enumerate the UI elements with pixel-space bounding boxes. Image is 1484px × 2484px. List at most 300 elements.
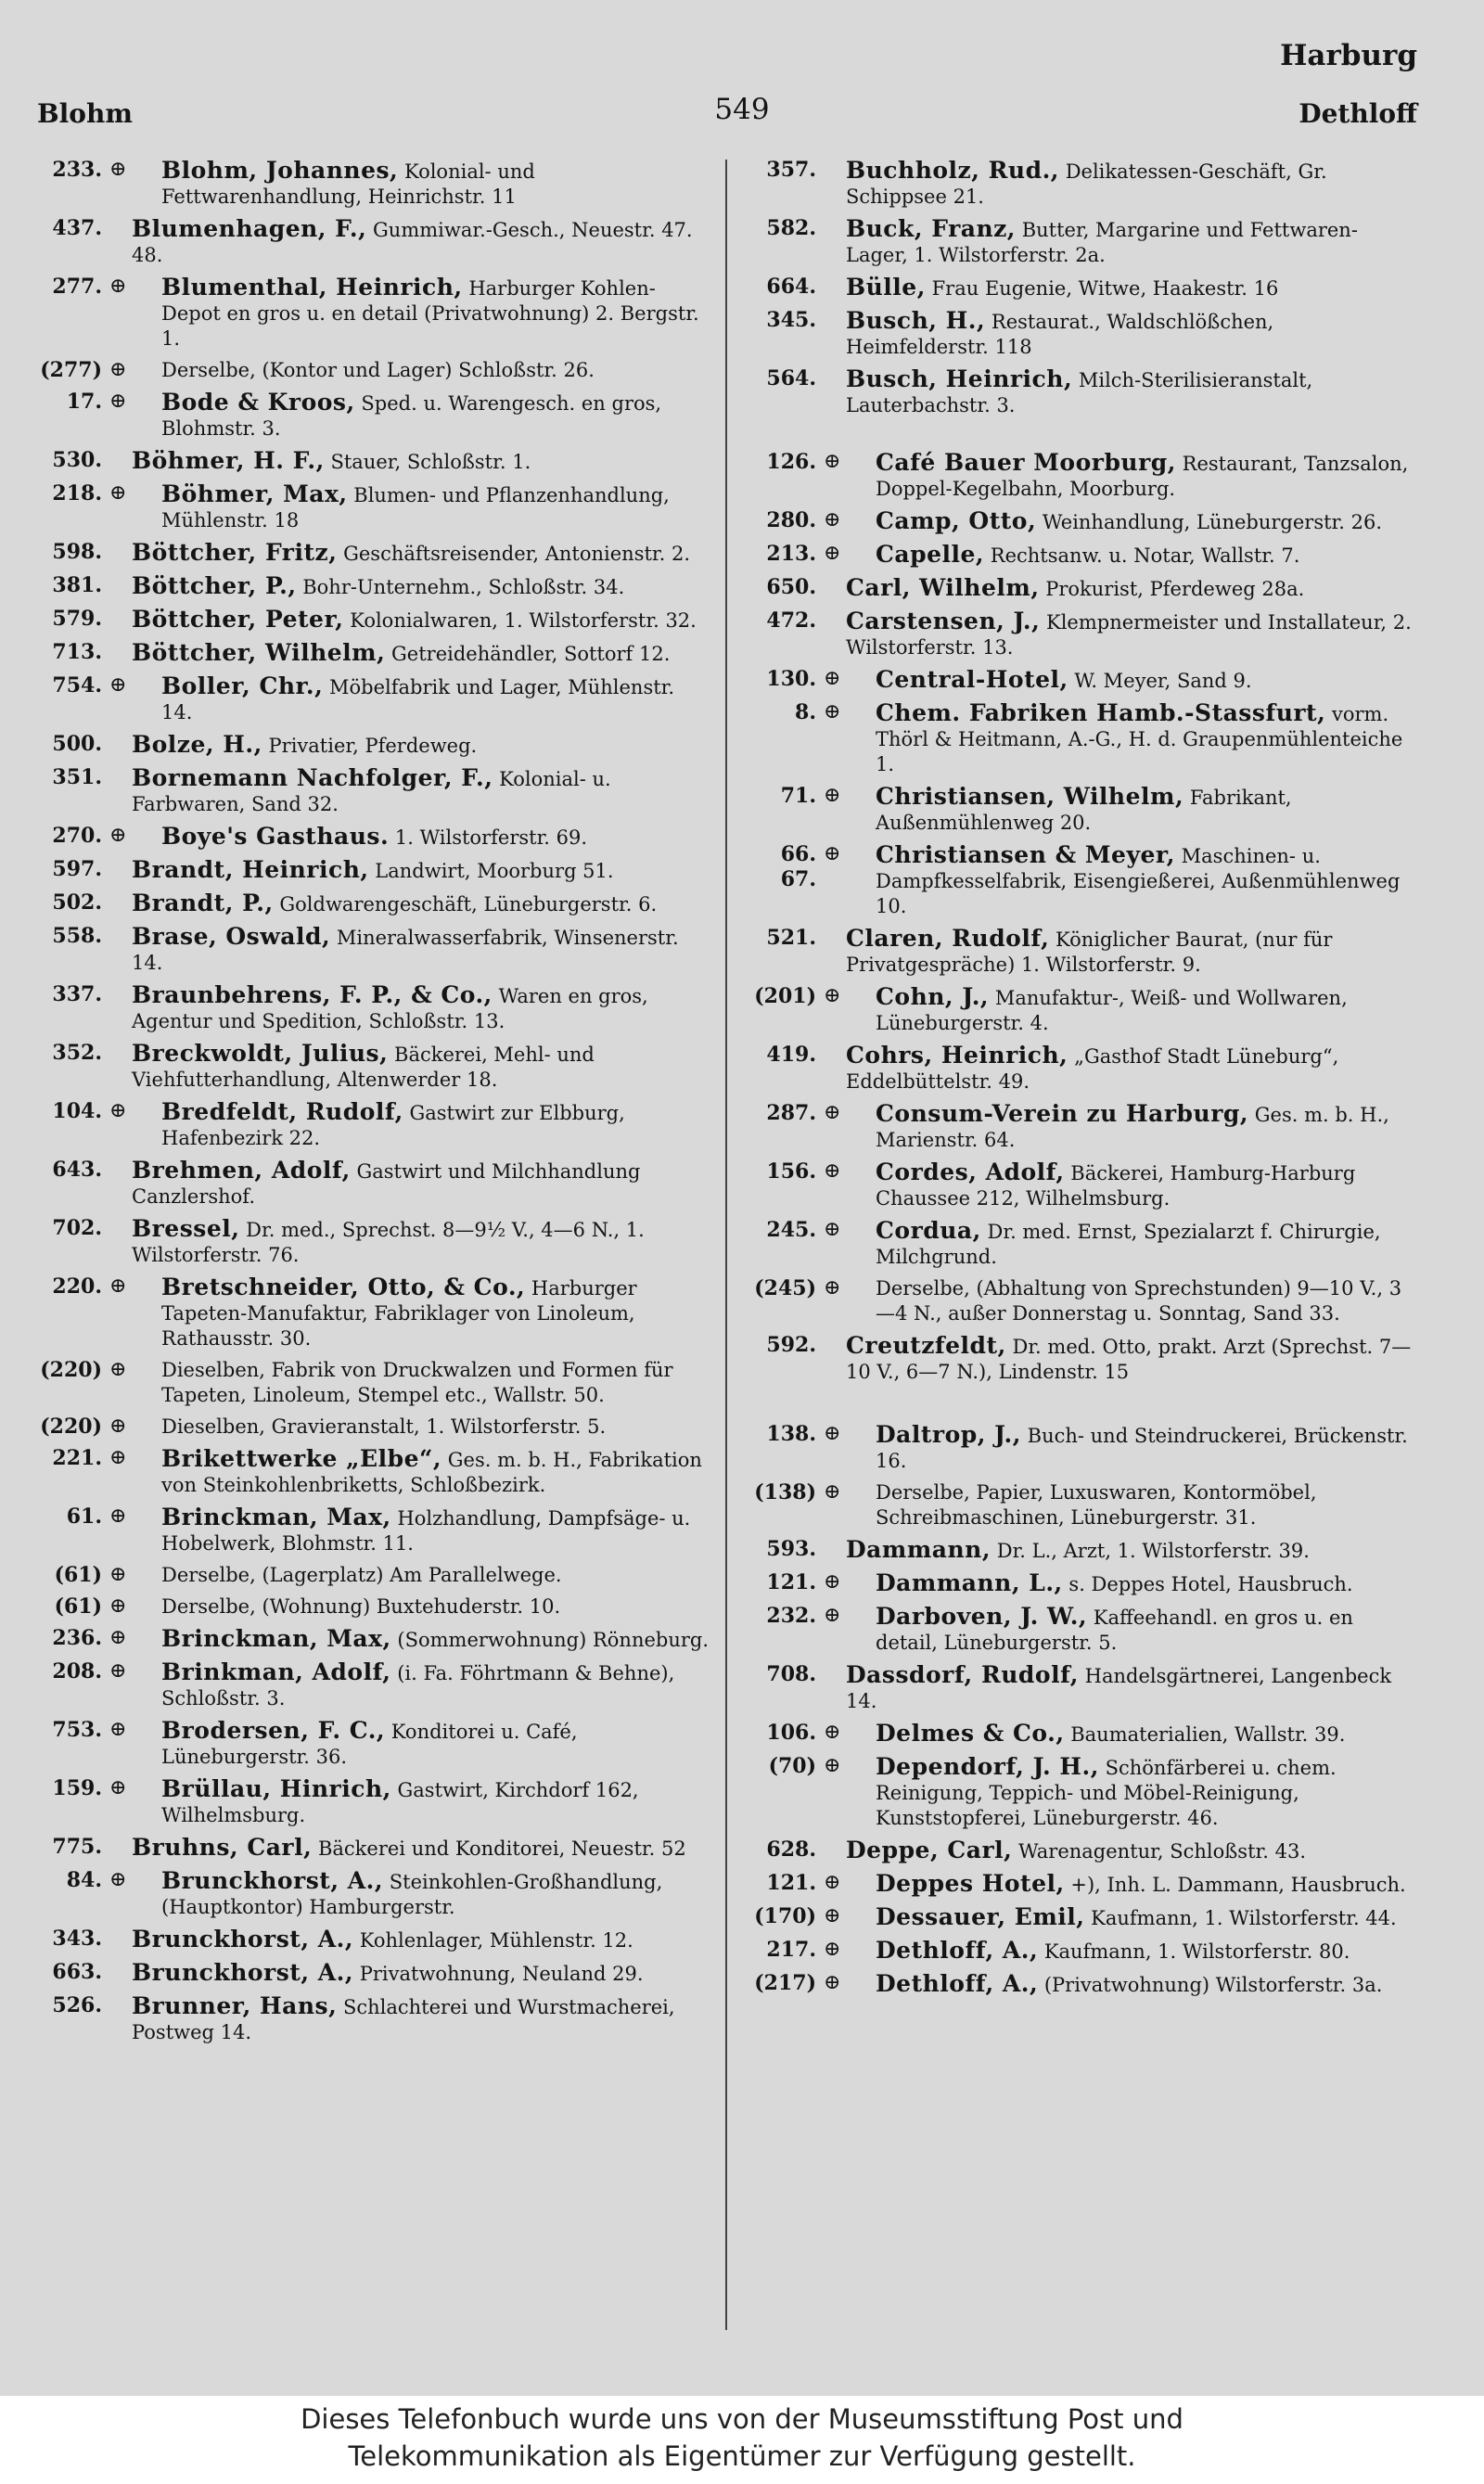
subscriber-details: „Gasthof Stadt Lüneburg“, Eddelbüttelstr. 49. [846, 1045, 1339, 1093]
subscriber-name: Christiansen & Meyer, [876, 841, 1175, 868]
subscriber-name: Brunckhorst, A., [161, 1867, 384, 1894]
entry-text [132, 1992, 675, 2043]
subscriber-details: Schönfärberei u. chem. Reinigung, Teppich- und Möbel-Reinigung, Kunststopferei, Lüneburgerstr. 46. [876, 1757, 1337, 1829]
directory-entry [28, 1659, 710, 1711]
directory-entry [742, 1480, 1417, 1530]
subscriber-name: Bülle, [846, 274, 926, 301]
footer-notice [0, 2396, 1484, 2484]
subscriber-details: vorm. Thörl & Heitmann, A.-G., H. d. Graupenmühlenteiche 1. [876, 703, 1403, 775]
subscriber-details: Mineralwasserfabrik, Winsenerstr. 14. [132, 927, 679, 974]
entry-text [161, 1626, 710, 1653]
directory-entry [742, 1422, 1417, 1474]
phone-number: 663. [52, 1960, 102, 1984]
crossed-circle-icon: ⊕ [824, 1570, 841, 1594]
entry-text [161, 358, 710, 383]
crossed-circle-icon: ⊕ [824, 542, 841, 565]
phone-number: (245) [754, 1276, 816, 1300]
directory-entry [742, 842, 1417, 919]
directory-entry [28, 573, 710, 600]
phone-number: 702. [52, 1216, 102, 1240]
entry-text [132, 447, 531, 474]
subscriber-details: Derselbe, (Lagerplatz) Am Parallelwege. [161, 1564, 562, 1586]
directory-entry [742, 1570, 1417, 1597]
directory-entry [28, 1563, 710, 1588]
subscriber-details: Derselbe, (Abhaltung von Sprechstunden) 9—10 V., 3—4 N., außer Donnerstag u. Sonntag, Sand 33. [876, 1277, 1402, 1325]
phone-number: 232. [766, 1604, 816, 1628]
subscriber-name: Brinckman, Max, [161, 1625, 391, 1652]
entry-text [132, 856, 614, 883]
entry-text [846, 215, 1358, 266]
subscriber-details: Delikatessen-Geschäft, Gr. Schippsee 21. [846, 160, 1327, 208]
phone-number: 579. [52, 607, 102, 631]
crossed-circle-icon: ⊕ [109, 1446, 127, 1469]
entry-text [161, 481, 710, 533]
crossed-circle-icon: ⊕ [109, 1099, 127, 1122]
subscriber-name: Central-Hotel, [876, 666, 1068, 693]
entry-text [132, 764, 611, 815]
subscriber-details: Harburger Tapeten-Manufaktur, Fabriklager von Linoleum, Rathausstr. 30. [161, 1277, 637, 1350]
phone-number: 270. [52, 824, 102, 848]
phone-number: 121. [766, 1871, 816, 1895]
phone-number: 61. [66, 1504, 102, 1529]
phone-number: 233. [52, 158, 102, 182]
phone-number: 84. [66, 1868, 102, 1892]
subscriber-details: Restaurant, Tanzsalon, Doppel-Kegelbahn, Moorburg. [876, 453, 1409, 500]
subscriber-details: Waren en gros, Agentur und Spedition, Schloßstr. 13. [132, 985, 648, 1032]
subscriber-name: Böttcher, Wilhelm, [132, 639, 386, 666]
entry-text [846, 1661, 1392, 1712]
crossed-circle-icon: ⊕ [824, 1871, 841, 1894]
directory-entry [28, 1274, 710, 1351]
directory-entry [28, 857, 710, 884]
subscriber-details: Prokurist, Pferdeweg 28a. [1045, 578, 1305, 600]
subscriber-details: (Sommerwohnung) Rönneburg. [397, 1629, 710, 1651]
directory-entry [28, 1626, 710, 1653]
phone-number: 337. [52, 982, 102, 1006]
directory-entry [28, 824, 710, 851]
directory-entry [742, 308, 1417, 360]
subscriber-details: Restaurat., Waldschlößchen, Heimfelderstr. 118 [846, 311, 1274, 358]
subscriber-details: W. Meyer, Sand 9. [1074, 670, 1252, 692]
subscriber-details: Kolonialwaren, 1. Wilstorferstr. 32. [350, 609, 697, 632]
directory-entry [742, 608, 1417, 660]
directory-entry [742, 1871, 1417, 1898]
entry-text [876, 1938, 1417, 1965]
subscriber-name: Braunbehrens, F. P., & Co., [132, 981, 493, 1008]
phone-number: 650. [766, 575, 816, 599]
crossed-circle-icon: ⊕ [824, 1276, 841, 1300]
subscriber-details: Harburger Kohlen-Depot en gros u. en detail (Privatwohnung) 2. Bergstr. 1. [161, 277, 699, 350]
directory-entry [28, 890, 710, 917]
phone-number: 138. [766, 1422, 816, 1446]
phone-number: 597. [52, 857, 102, 881]
subscriber-details: Kaufmann, 1. Wilstorferstr. 44. [1091, 1907, 1397, 1929]
directory-entry [742, 1043, 1417, 1095]
crossed-circle-icon: ⊕ [824, 784, 841, 807]
subscriber-name: Cordes, Adolf, [876, 1159, 1065, 1185]
entry-text [161, 1563, 710, 1588]
subscriber-details: Dieselben, Fabrik von Druckwalzen und Formen für Tapeten, Linoleum, Stempel etc., Wallstr. 50. [161, 1359, 673, 1406]
subscriber-details: Gastwirt zur Elbburg, Hafenbezirk 22. [161, 1102, 625, 1149]
crossed-circle-icon: ⊕ [109, 1718, 127, 1741]
phone-number: 17. [66, 390, 102, 414]
phone-number: (277) [40, 358, 102, 382]
directory-entry [28, 1927, 710, 1953]
subscriber-name: Bressel, [132, 1215, 240, 1242]
phone-number: 357. [766, 158, 816, 182]
phone-number: 419. [766, 1043, 816, 1067]
phone-number: 500. [52, 732, 102, 756]
phone-number: 287. [766, 1101, 816, 1125]
crossed-circle-icon: ⊕ [109, 1659, 127, 1683]
phone-number: 664. [766, 275, 816, 299]
entry-text [132, 981, 648, 1032]
subscriber-details: Schlachterei und Wurstmacherei, Postweg 14. [132, 1996, 675, 2043]
subscriber-name: Bornemann Nachfolger, F., [132, 764, 493, 791]
crossed-circle-icon: ⊕ [824, 984, 841, 1007]
subscriber-name: Dethloff, A., [876, 1970, 1039, 1997]
subscriber-name: Böttcher, Fritz, [132, 539, 338, 566]
subscriber-name: Creutzfeldt, [846, 1332, 1006, 1359]
subscriber-details: Holzhandlung, Dampfsäge- u. Hobelwerk, Blohmstr. 11. [161, 1507, 691, 1555]
subscriber-name: Brodersen, F. C., [161, 1717, 386, 1744]
crossed-circle-icon: ⊕ [109, 1415, 127, 1438]
subscriber-name: Consum-Verein zu Harburg, [876, 1100, 1249, 1127]
subscriber-details: Derselbe, (Wohnung) Buxtehuderstr. 10. [161, 1595, 561, 1618]
crossed-circle-icon: ⊕ [824, 450, 841, 473]
crossed-circle-icon: ⊕ [109, 673, 127, 697]
subscriber-details: Privatier, Pferdeweg. [268, 735, 478, 757]
subscriber-name: Böhmer, H. F., [132, 447, 325, 474]
subscriber-name: Brase, Oswald, [132, 923, 331, 950]
directory-entry [28, 1504, 710, 1556]
entry-text [876, 1871, 1417, 1898]
subscriber-name: Brikettwerke „Elbe“, [161, 1445, 442, 1472]
subscriber-details: Getreidehändler, Sottorf 12. [391, 643, 671, 665]
entry-text [161, 1594, 710, 1620]
entry-text [132, 606, 697, 633]
entry-text [876, 1904, 1417, 1931]
entry-text [876, 784, 1417, 836]
entry-text [846, 307, 1274, 358]
crossed-circle-icon: ⊕ [824, 700, 841, 723]
directory-entry [28, 158, 710, 210]
subscriber-details: Königlicher Baurat, (nur für Privatgespräche) 1. Wilstorferstr. 9. [846, 928, 1333, 976]
directory-entry [28, 1835, 710, 1862]
entry-text [132, 923, 679, 974]
subscriber-details: Fabrikant, Außenmühlenweg 20. [876, 787, 1292, 834]
subscriber-details: Handelsgärtnerei, Langenbeck 14. [846, 1665, 1392, 1712]
phone-number: 593. [766, 1537, 816, 1561]
phone-number: 280. [766, 508, 816, 532]
directory-entry [742, 275, 1417, 301]
directory-entry [742, 1971, 1417, 1998]
subscriber-name: Delmes & Co., [876, 1720, 1065, 1747]
entry-text [876, 1276, 1417, 1326]
phone-number: 159. [52, 1776, 102, 1800]
entry-text [161, 1718, 710, 1770]
phone-number: (61) [54, 1563, 102, 1587]
crossed-circle-icon: ⊕ [109, 1776, 127, 1799]
subscriber-name: Blumenthal, Heinrich, [161, 274, 463, 301]
entry-text [876, 542, 1417, 569]
subscriber-details: Butter, Margarine und Fettwaren-Lager, 1. Wilstorferstr. 2a. [846, 219, 1358, 266]
directory-entry [742, 784, 1417, 836]
entry-text [132, 890, 658, 916]
directory-entry [742, 1333, 1417, 1385]
crossed-circle-icon: ⊕ [824, 1422, 841, 1445]
directory-entry [742, 667, 1417, 694]
phone-number: (220) [40, 1358, 102, 1382]
entry-text [132, 539, 691, 566]
crossed-circle-icon: ⊕ [824, 1480, 841, 1504]
subscriber-details: Kaffeehandl. en gros u. en detail, Lüneburgerstr. 5. [876, 1607, 1353, 1654]
entry-text [846, 1536, 1310, 1563]
subscriber-name: Cordua, [876, 1217, 981, 1244]
subscriber-name: Blohm, Johannes, [161, 157, 399, 184]
right-column [742, 158, 1417, 2004]
directory-entry [742, 1101, 1417, 1153]
entry-text [161, 275, 710, 352]
entry-text [876, 450, 1417, 502]
directory-entry [28, 673, 710, 725]
subscriber-details: Blumen- und Pflanzenhandlung, Mühlenstr. 18 [161, 484, 670, 531]
directory-entry [28, 924, 710, 976]
entry-text [161, 1446, 710, 1498]
phone-number: 521. [766, 926, 816, 950]
crossed-circle-icon: ⊕ [109, 824, 127, 847]
subscriber-name: Boye's Gasthaus. [161, 823, 390, 850]
directory-entry [742, 1537, 1417, 1564]
phone-number: 104. [52, 1099, 102, 1123]
subscriber-details: Dr. med., Sprechst. 8—9½ V., 4—6 N., 1. Wilstorferstr. 76. [132, 1219, 645, 1266]
column-divider [725, 160, 727, 2330]
crossed-circle-icon: ⊕ [109, 1358, 127, 1381]
crossed-circle-icon: ⊕ [109, 158, 127, 181]
subscriber-details: Kolonial- und Fettwarenhandlung, Heinrichstr. 11 [161, 160, 535, 208]
phone-number: (138) [754, 1480, 816, 1504]
crossed-circle-icon: ⊕ [109, 1274, 127, 1298]
entry-text [876, 1604, 1417, 1656]
subscriber-details: Bäckerei und Konditorei, Neuestr. 52 [317, 1837, 686, 1860]
entry-text [846, 274, 1279, 301]
entry-text [876, 508, 1417, 535]
phone-number: 643. [52, 1158, 102, 1182]
subscriber-name: Bruhns, Carl, [132, 1834, 313, 1861]
subscriber-details: Bäckerei, Mehl- und Viehfutterhandlung, Altenwerder 18. [132, 1044, 595, 1091]
subscriber-details: Privatwohnung, Neuland 29. [359, 1963, 644, 1985]
entry-text [161, 158, 710, 210]
subscriber-name: Böttcher, Peter, [132, 606, 344, 633]
directory-entry [742, 1662, 1417, 1714]
left-column [28, 158, 710, 2052]
directory-entry [28, 358, 710, 383]
phone-number: 220. [52, 1274, 102, 1299]
directory-entry [742, 575, 1417, 602]
phone-number: 130. [766, 667, 816, 691]
directory-entry [742, 1604, 1417, 1656]
subscriber-name: Brunner, Hans, [132, 1992, 338, 2019]
subscriber-name: Camp, Otto, [876, 507, 1037, 534]
phone-number: 708. [766, 1662, 816, 1686]
entry-text [846, 608, 1412, 659]
crossed-circle-icon: ⊕ [824, 1721, 841, 1744]
phone-number: 713. [52, 640, 102, 664]
crossed-circle-icon: ⊕ [824, 667, 841, 690]
directory-entry [742, 1754, 1417, 1831]
phone-number: 582. [766, 216, 816, 240]
directory-entry [28, 390, 710, 442]
entry-text [876, 1754, 1417, 1831]
crossed-circle-icon: ⊕ [824, 1159, 841, 1183]
entry-text [132, 1959, 644, 1986]
directory-entry [742, 1721, 1417, 1748]
phone-number: 564. [766, 366, 816, 391]
directory-entry [28, 1041, 710, 1093]
directory-entry [742, 1938, 1417, 1965]
entry-text [161, 1274, 710, 1351]
subscriber-details: Ges. m. b. H., Fabrikation von Steinkohlenbriketts, Schloßbezirk. [161, 1449, 702, 1496]
subscriber-name: Dependorf, J. H., [876, 1753, 1099, 1780]
directory-entry [742, 158, 1417, 210]
phone-number: 775. [52, 1835, 102, 1859]
subscriber-name: Brehmen, Adolf, [132, 1157, 351, 1184]
phone-number: 156. [766, 1159, 816, 1184]
entry-text [876, 667, 1417, 694]
subscriber-details: Maschinen- u. Dampfkesselfabrik, Eisengießerei, Außenmühlenweg 10. [876, 845, 1401, 917]
directory-entry [28, 1216, 710, 1268]
subscriber-name: Brandt, Heinrich, [132, 856, 369, 883]
subscriber-name: Böttcher, P., [132, 572, 297, 599]
directory-entry [742, 1159, 1417, 1211]
crossed-circle-icon: ⊕ [109, 1563, 127, 1586]
subscriber-name: Bode & Kroos, [161, 389, 355, 416]
directory-entry [28, 982, 710, 1034]
subscriber-details: (i. Fa. Föhrtmann & Behne), Schloßstr. 3. [161, 1662, 675, 1709]
subscriber-details: Möbelfabrik und Lager, Mühlenstr. 14. [161, 676, 675, 723]
subscriber-name: Buck, Franz, [846, 215, 1017, 242]
crossed-circle-icon: ⊕ [824, 1971, 841, 1994]
crossed-circle-icon: ⊕ [109, 1626, 127, 1649]
phone-number: 530. [52, 448, 102, 472]
phone-number: 66. 67. [780, 842, 816, 891]
phone-number: (170) [754, 1904, 816, 1928]
subscriber-details: Warenagentur, Schloßstr. 43. [1018, 1840, 1307, 1863]
subscriber-details: s. Deppes Hotel, Hausbruch. [1068, 1573, 1353, 1595]
subscriber-details: Stauer, Schloßstr. 1. [330, 451, 531, 473]
phone-number: 352. [52, 1041, 102, 1065]
directory-entry [28, 481, 710, 533]
subscriber-name: Cohrs, Heinrich, [846, 1042, 1068, 1069]
subscriber-name: Dassdorf, Rudolf, [846, 1661, 1079, 1688]
phone-number: 351. [52, 765, 102, 789]
entry-text [876, 984, 1417, 1036]
directory-entry [28, 448, 710, 475]
entry-text [132, 1215, 645, 1266]
subscriber-name: Daltrop, J., [876, 1421, 1021, 1448]
subscriber-details: Konditorei u. Café, Lüneburgerstr. 36. [161, 1721, 578, 1768]
directory-entry [28, 1960, 710, 1987]
subscriber-name: Dethloff, A., [876, 1937, 1039, 1964]
entry-text [161, 1415, 710, 1440]
directory-entry [28, 732, 710, 759]
directory-entry [28, 1776, 710, 1828]
subscriber-details: Manufaktur-, Weiß- und Wollwaren, Lüneburgerstr. 4. [876, 987, 1348, 1034]
subscriber-details: Bäckerei, Hamburg-Harburg Chaussee 212, Wilhelmsburg. [876, 1162, 1356, 1210]
subscriber-details: Sped. u. Warengesch. en gros, Blohmstr. 3. [161, 392, 662, 440]
subscriber-name: Blumenhagen, F., [132, 215, 367, 242]
directory-entry [742, 1837, 1417, 1864]
entry-text [846, 365, 1313, 416]
crossed-circle-icon: ⊕ [824, 842, 841, 865]
header-city: Harburg [1280, 39, 1417, 72]
phone-number: 343. [52, 1927, 102, 1951]
phone-number: (70) [768, 1754, 816, 1778]
subscriber-name: Cohn, J., [876, 983, 990, 1010]
subscriber-details: Klempnermeister und Installateur, 2. Wilstorferstr. 13. [846, 611, 1412, 659]
entry-text [846, 1332, 1412, 1383]
phone-number: 592. [766, 1333, 816, 1357]
directory-entry [28, 1099, 710, 1151]
subscriber-name: Deppes Hotel, [876, 1870, 1065, 1897]
entry-text [876, 1570, 1417, 1597]
subscriber-name: Busch, Heinrich, [846, 365, 1073, 392]
subscriber-name: Boller, Chr., [161, 672, 324, 699]
entry-text [161, 1659, 710, 1711]
entry-text [132, 731, 478, 758]
subscriber-details: Milch-Sterilisieranstalt, Lauterbachstr. 3. [846, 369, 1313, 416]
phone-number: 753. [52, 1718, 102, 1742]
phone-number: 213. [766, 542, 816, 566]
directory-entry [28, 1868, 710, 1920]
subscriber-name: Brunckhorst, A., [132, 1926, 354, 1953]
subscriber-details: Frau Eugenie, Witwe, Haakestr. 16 [931, 277, 1279, 300]
phone-number: 558. [52, 924, 102, 948]
entry-text [876, 700, 1417, 777]
subscriber-name: Bredfeldt, Rudolf, [161, 1098, 403, 1125]
phone-number: 121. [766, 1570, 816, 1594]
entry-text [132, 1157, 641, 1208]
subscriber-name: Carstensen, J., [846, 608, 1041, 634]
phone-number: 345. [766, 308, 816, 332]
entry-text [876, 1159, 1417, 1211]
phone-number: 598. [52, 540, 102, 564]
directory-entry [28, 1446, 710, 1498]
phone-number: 754. [52, 673, 102, 698]
subscriber-name: Bretschneider, Otto, & Co., [161, 1274, 526, 1300]
subscriber-details: Gastwirt und Milchhandlung Canzlershof. [132, 1160, 641, 1208]
phone-number: 71. [780, 784, 816, 808]
directory-entry [28, 1993, 710, 2045]
crossed-circle-icon: ⊕ [109, 1594, 127, 1618]
directory-entry [28, 1594, 710, 1620]
subscriber-name: Bolze, H., [132, 731, 262, 758]
entry-text [876, 1971, 1417, 1998]
subscriber-name: Christiansen, Wilhelm, [876, 783, 1184, 810]
subscriber-name: Carl, Wilhelm, [846, 574, 1040, 601]
subscriber-details: Dr. med. Otto, prakt. Arzt (Sprechst. 7—10 V., 6—7 N.), Lindenstr. 15 [846, 1336, 1412, 1383]
directory-entry [742, 1218, 1417, 1270]
subscriber-details: Ges. m. b. H., Marienstr. 64. [876, 1104, 1389, 1151]
entry-text [161, 1776, 710, 1828]
directory-entry [742, 450, 1417, 502]
entry-text [846, 1042, 1339, 1093]
entry-text [846, 1837, 1307, 1863]
directory-entry [28, 640, 710, 667]
directory-entry [742, 700, 1417, 777]
phone-number: 381. [52, 573, 102, 597]
subscriber-details: Geschäftsreisender, Antonienstr. 2. [343, 543, 691, 565]
